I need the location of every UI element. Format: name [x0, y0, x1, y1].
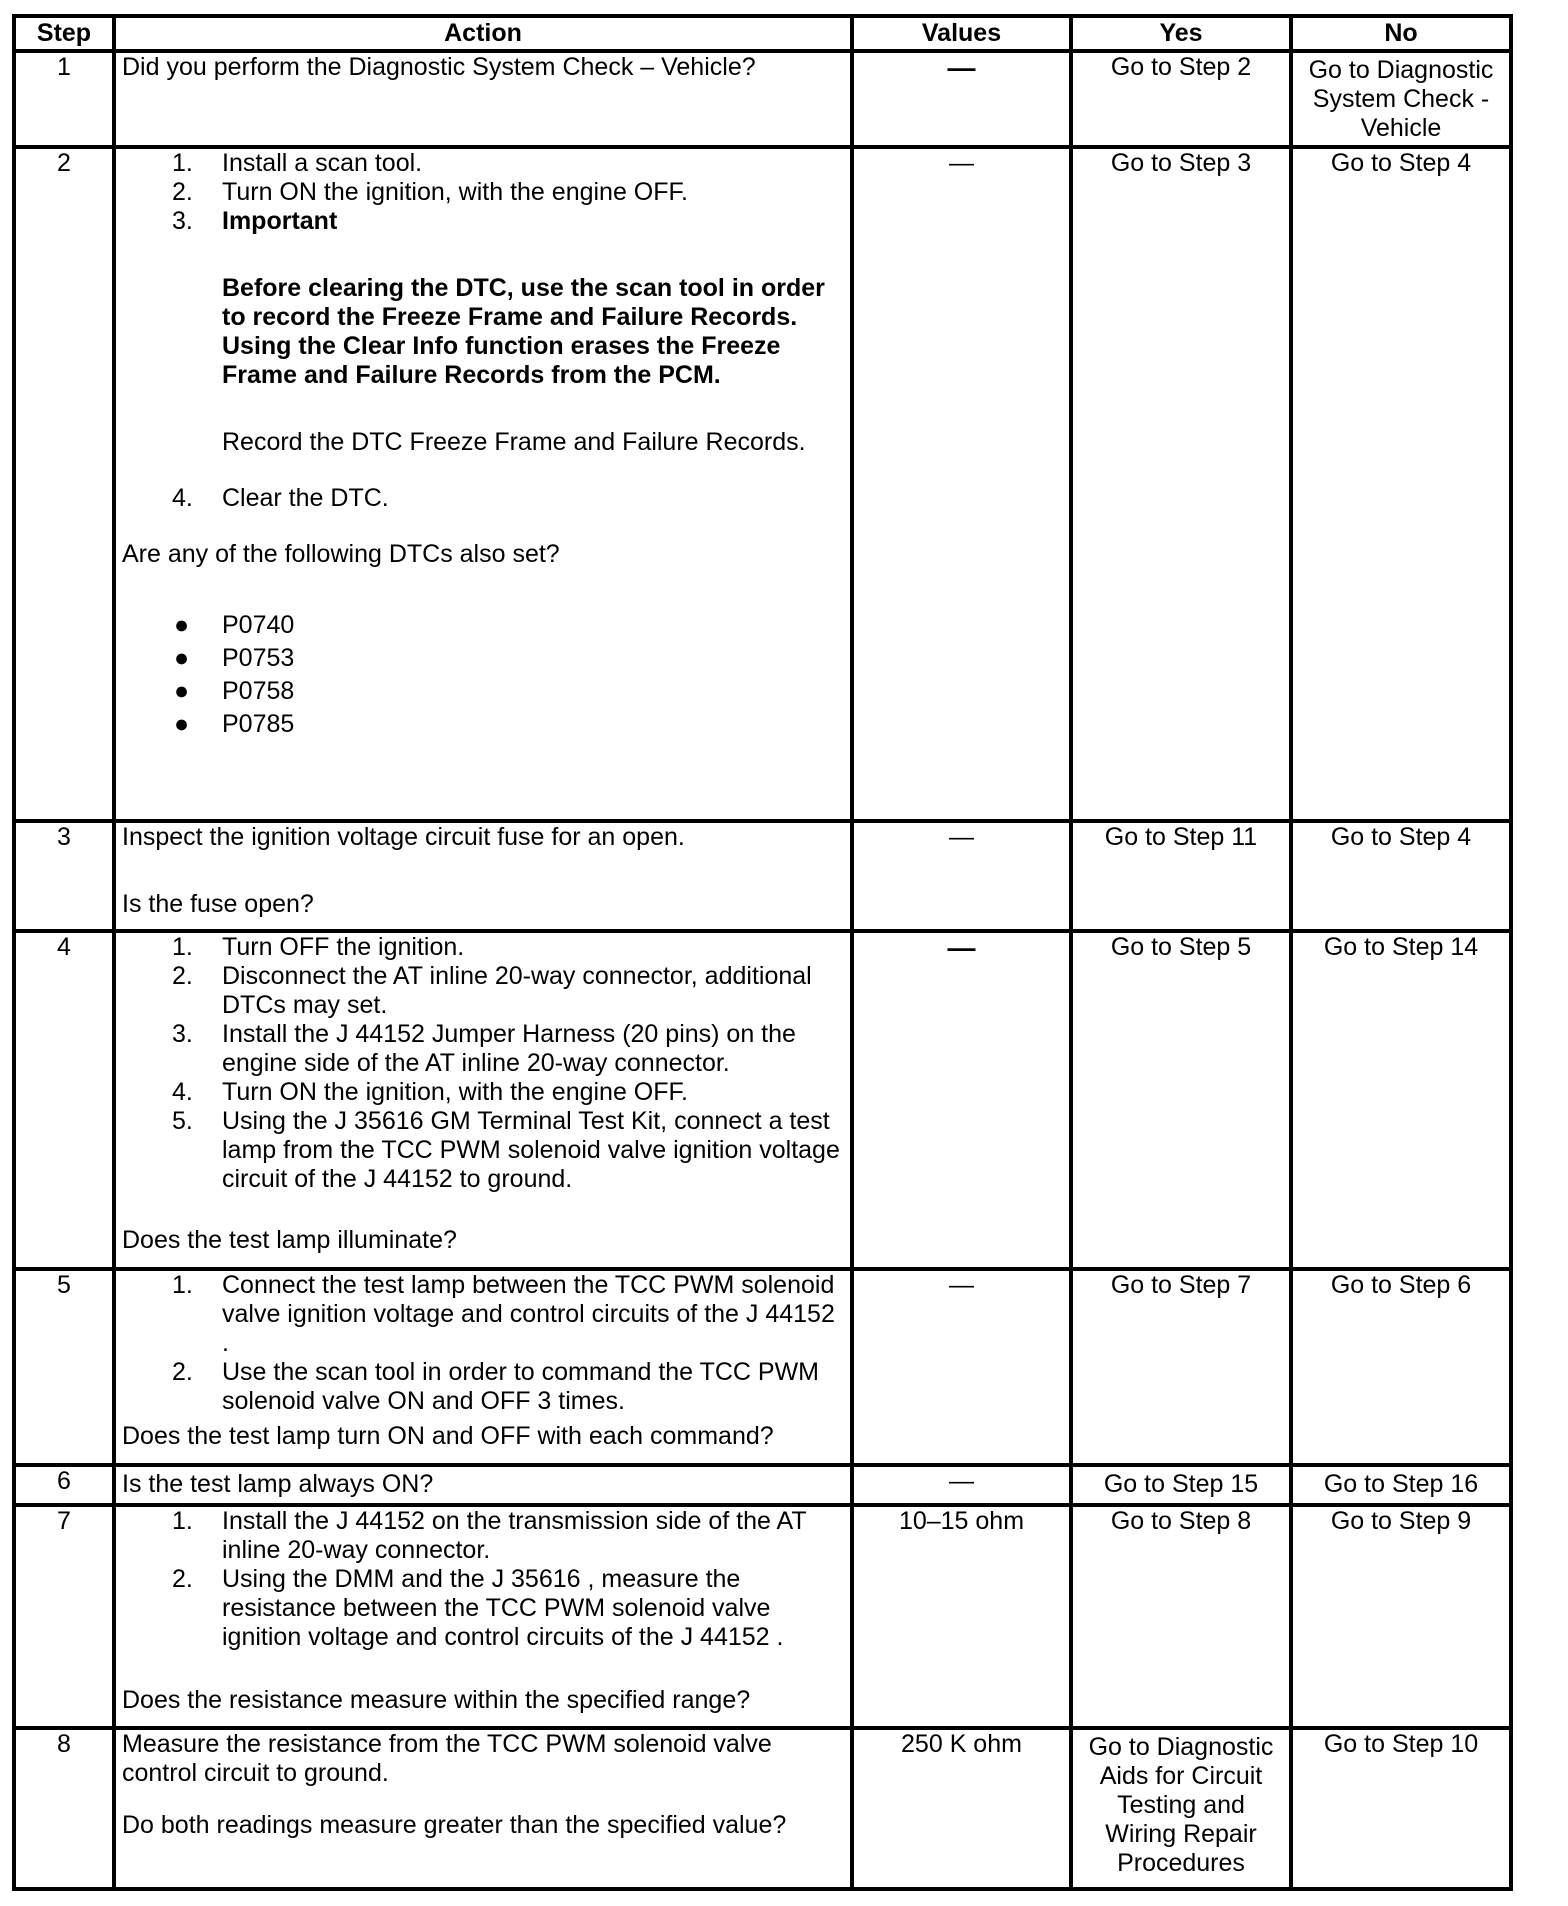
table-row	[14, 1269, 1511, 1465]
question-text: Do both readings measure greater than the specified value?	[122, 1811, 787, 1840]
values-cell: —	[852, 931, 1071, 1269]
list-item: 2. Disconnect the AT inline 20-way connector, additional DTCs may set.	[172, 961, 812, 1019]
no-link[interactable]: Go to Step 16	[1291, 1465, 1511, 1505]
question-text: Does the resistance measure within the specified range?	[122, 1685, 751, 1714]
action-cell	[114, 931, 852, 1269]
question-text: Does the test lamp illuminate?	[122, 1225, 457, 1254]
yes-link[interactable]: Go to Step 2	[1071, 51, 1291, 147]
list-item: ● P0785	[174, 710, 295, 739]
header-action: Action	[114, 16, 852, 51]
no-link[interactable]: Go to Step 10	[1291, 1728, 1511, 1889]
action-cell	[114, 1505, 852, 1729]
step-list	[122, 149, 844, 236]
question-text: Did you perform the Diagnostic System Check – Vehicle?	[122, 53, 756, 81]
list-item: 1. Turn OFF the ignition.	[172, 932, 465, 961]
table-row	[14, 1465, 1511, 1505]
no-link[interactable]: Go to Step 4	[1291, 147, 1511, 820]
action-cell	[114, 1465, 852, 1505]
instruction-text: Inspect the ignition voltage circuit fuse for an open.	[122, 822, 685, 851]
list-item: ● P0753	[174, 644, 295, 673]
yes-link[interactable]: Go to Diagnostic Aids for Circuit Testing and Wiring Repair Procedures	[1071, 1728, 1291, 1889]
list-item: 1. Connect the test lamp between the TCC PWM solenoid valve ignition voltage and control circuits of the J 44152 .	[172, 1270, 835, 1357]
yes-link[interactable]: Go to Step 5	[1071, 931, 1291, 1269]
no-link[interactable]: Go to Step 6	[1291, 1269, 1511, 1465]
action-cell	[114, 51, 852, 147]
list-item: 2. Use the scan tool in order to command the TCC PWM solenoid valve ON and OFF 3 times.	[172, 1357, 819, 1415]
important-note: Before clearing the DTC, use the scan tool in order to record the Freeze Frame and Failure Records. Using the Clear Info function erases the Freeze Frame and Failure Records from the PCM.	[222, 274, 825, 390]
step-number: 3	[14, 821, 114, 931]
no-link[interactable]: Go to Step 9	[1291, 1505, 1511, 1729]
dtc-list	[122, 609, 844, 741]
header-yes: Yes	[1071, 16, 1291, 51]
diagnostic-table	[12, 14, 1513, 1891]
list-item: 1. Install the J 44152 on the transmission side of the AT inline 20-way connector.	[172, 1506, 807, 1564]
step-list	[122, 484, 844, 513]
instruction-text: Measure the resistance from the TCC PWM solenoid valve control circuit to ground.	[122, 1730, 772, 1788]
yes-link[interactable]: Go to Step 11	[1071, 821, 1291, 931]
record-text: Record the DTC Freeze Frame and Failure Records.	[222, 428, 806, 457]
step-list	[122, 1507, 844, 1652]
header-row	[14, 16, 1511, 51]
header-no: No	[1291, 16, 1511, 51]
question-text: Is the fuse open?	[122, 889, 314, 918]
action-cell	[114, 1728, 852, 1889]
list-item: 5. Using the J 35616 GM Terminal Test Kit, connect a test lamp from the TCC PWM solenoid valve ignition voltage circuit of the J 44152 to ground.	[172, 1106, 840, 1193]
action-cell	[114, 1269, 852, 1465]
step-number: 2	[14, 147, 114, 820]
values-cell: —	[852, 1465, 1071, 1505]
table-row	[14, 1728, 1511, 1889]
yes-link[interactable]: Go to Step 3	[1071, 147, 1291, 820]
table-row	[14, 147, 1511, 820]
table-row	[14, 1505, 1511, 1729]
values-cell: —	[852, 1269, 1071, 1465]
list-item: 4. Clear the DTC.	[172, 484, 389, 513]
list-item: 2. Using the DMM and the J 35616 , measure the resistance between the TCC PWM solenoid valve ignition voltage and control circuits of the J 44152 .	[172, 1564, 784, 1651]
table-row	[14, 931, 1511, 1269]
list-item: ● P0758	[174, 677, 295, 706]
yes-link[interactable]: Go to Step 8	[1071, 1505, 1291, 1729]
step-list	[122, 933, 844, 1194]
values-cell: 250 K ohm	[852, 1728, 1071, 1889]
list-item: 3. Install the J 44152 Jumper Harness (20 pins) on the engine side of the AT inline 20-way connector.	[172, 1019, 796, 1077]
question-text: Are any of the following DTCs also set?	[122, 540, 560, 569]
list-item: ● P0740	[174, 611, 295, 640]
values-cell: —	[852, 821, 1071, 931]
values-cell: —	[852, 51, 1071, 147]
question-text: Does the test lamp turn ON and OFF with each command?	[122, 1421, 774, 1450]
yes-link[interactable]: Go to Step 7	[1071, 1269, 1291, 1465]
list-item: 3. Important	[172, 207, 338, 236]
question-text: Is the test lamp always ON?	[122, 1470, 434, 1499]
table-row	[14, 821, 1511, 931]
header-values: Values	[852, 16, 1071, 51]
step-number: 4	[14, 931, 114, 1269]
yes-link[interactable]: Go to Step 15	[1071, 1465, 1291, 1505]
step-number: 7	[14, 1505, 114, 1729]
no-link[interactable]: Go to Step 4	[1291, 821, 1511, 931]
list-item: 1. Install a scan tool.	[172, 149, 423, 178]
step-number: 5	[14, 1269, 114, 1465]
list-item: 2. Turn ON the ignition, with the engine OFF.	[172, 178, 688, 207]
header-step: Step	[14, 16, 114, 51]
step-number: 8	[14, 1728, 114, 1889]
table-row	[14, 51, 1511, 147]
no-link[interactable]: Go to Step 14	[1291, 931, 1511, 1269]
step-list	[122, 1271, 844, 1416]
step-number: 6	[14, 1465, 114, 1505]
list-item: 4. Turn ON the ignition, with the engine OFF.	[172, 1077, 688, 1106]
action-cell	[114, 821, 852, 931]
action-cell	[114, 147, 852, 820]
values-cell: 10–15 ohm	[852, 1505, 1071, 1729]
no-link[interactable]: Go to Diagnostic System Check - Vehicle	[1291, 51, 1511, 147]
step-number: 1	[14, 51, 114, 147]
values-cell: —	[852, 147, 1071, 820]
